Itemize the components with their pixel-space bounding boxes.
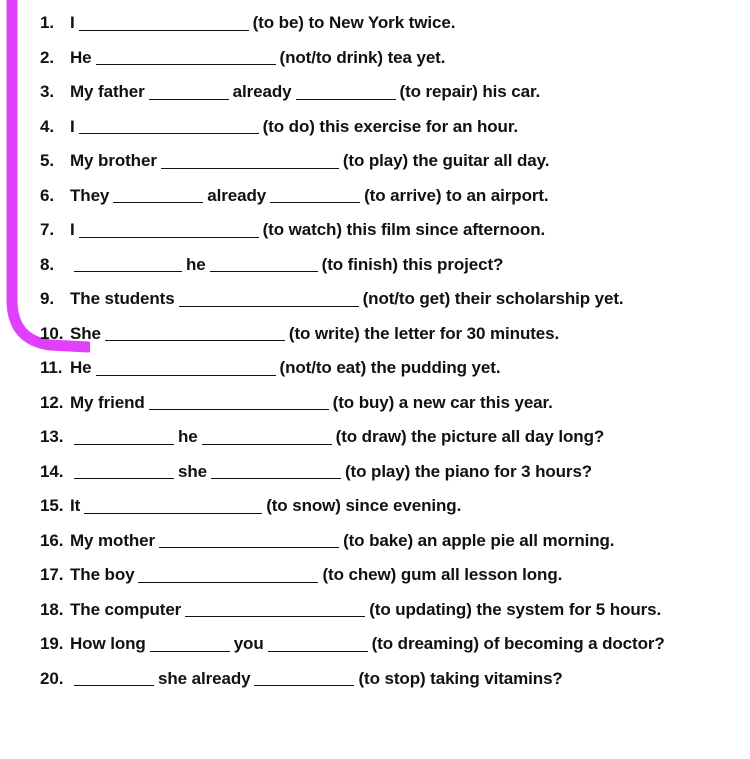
answer-blank[interactable] bbox=[84, 499, 262, 514]
exercise-text: I bbox=[70, 13, 75, 33]
answer-blank[interactable] bbox=[96, 50, 276, 65]
exercise-number: 6. bbox=[40, 185, 54, 205]
exercise-text: My friend bbox=[70, 392, 145, 412]
exercise-number: 10. bbox=[40, 323, 64, 343]
exercise-text: she already bbox=[158, 668, 251, 688]
exercise-item bbox=[40, 248, 740, 283]
exercise-number: 12. bbox=[40, 392, 64, 412]
answer-blank[interactable] bbox=[74, 257, 182, 272]
exercise-item bbox=[40, 282, 740, 317]
answer-blank[interactable] bbox=[113, 188, 203, 203]
answer-blank[interactable] bbox=[254, 671, 354, 686]
exercise-number: 9. bbox=[40, 289, 54, 309]
exercise-text: My mother bbox=[70, 530, 156, 550]
exercise-item bbox=[40, 41, 740, 76]
exercise-item bbox=[40, 386, 740, 421]
answer-blank[interactable] bbox=[149, 395, 329, 410]
exercise-text: he bbox=[178, 427, 198, 447]
exercise-text: already bbox=[207, 185, 267, 205]
exercise-item bbox=[40, 6, 740, 41]
exercise-text: I bbox=[70, 116, 75, 136]
exercise-number: 3. bbox=[40, 82, 54, 102]
exercise-text: (to stop) taking vitamins? bbox=[358, 668, 563, 688]
exercise-item bbox=[40, 420, 740, 455]
answer-blank[interactable] bbox=[270, 188, 360, 203]
exercise-item bbox=[40, 144, 740, 179]
exercise-item bbox=[40, 75, 740, 110]
exercise-number: 5. bbox=[40, 151, 54, 171]
exercise-number: 11. bbox=[40, 358, 63, 378]
exercise-text: The students bbox=[70, 289, 175, 309]
exercise-text: My father bbox=[70, 82, 145, 102]
exercise-item bbox=[40, 179, 740, 214]
exercise-text: My brother bbox=[70, 151, 157, 171]
exercise-text: (to bake) an apple pie all morning. bbox=[343, 530, 615, 550]
exercise-item bbox=[40, 317, 740, 352]
exercise-text: How long bbox=[70, 634, 146, 654]
exercise-text: (not/to get) their scholarship yet. bbox=[362, 289, 624, 309]
answer-blank[interactable] bbox=[202, 430, 332, 445]
exercise-number: 19. bbox=[40, 634, 64, 654]
exercise-number: 15. bbox=[40, 496, 64, 516]
exercise-text: (to play) the guitar all day. bbox=[342, 151, 550, 171]
exercise-text: he bbox=[186, 254, 206, 274]
answer-blank[interactable] bbox=[74, 464, 174, 479]
exercise-text: (to be) to New York twice. bbox=[252, 13, 456, 33]
exercise-text: (to finish) this project? bbox=[321, 254, 504, 274]
exercise-number: 13. bbox=[40, 427, 64, 447]
answer-blank[interactable] bbox=[296, 85, 396, 100]
exercise-item bbox=[40, 627, 740, 662]
answer-blank[interactable] bbox=[150, 637, 230, 652]
answer-blank[interactable] bbox=[268, 637, 368, 652]
answer-blank[interactable] bbox=[105, 326, 285, 341]
exercise-number: 20. bbox=[40, 668, 64, 688]
answer-blank[interactable] bbox=[179, 292, 359, 307]
exercise-text: (to chew) gum all lesson long. bbox=[322, 565, 563, 585]
exercise-number: 14. bbox=[40, 461, 64, 481]
exercise-item bbox=[40, 351, 740, 386]
exercise-text: (to do) this exercise for an hour. bbox=[262, 116, 519, 136]
exercise-number: 2. bbox=[40, 47, 54, 67]
exercise-item bbox=[40, 213, 740, 248]
answer-blank[interactable] bbox=[211, 464, 341, 479]
answer-blank[interactable] bbox=[96, 361, 276, 376]
exercise-number: 7. bbox=[40, 220, 54, 240]
answer-blank[interactable] bbox=[149, 85, 229, 100]
exercise-text: (to buy) a new car this year. bbox=[332, 392, 553, 412]
exercise-number: 4. bbox=[40, 116, 54, 136]
exercise-text: you bbox=[233, 634, 264, 654]
exercise-text: It bbox=[70, 496, 81, 516]
answer-blank[interactable] bbox=[74, 671, 154, 686]
exercise-item bbox=[40, 593, 740, 628]
exercise-text: (to snow) since evening. bbox=[266, 496, 462, 516]
answer-blank[interactable] bbox=[161, 154, 339, 169]
answer-blank[interactable] bbox=[138, 568, 318, 583]
exercise-item bbox=[40, 489, 740, 524]
answer-blank[interactable] bbox=[185, 602, 365, 617]
exercise-text: (to dreaming) of becoming a doctor? bbox=[371, 634, 665, 654]
exercise-text: (to arrive) to an airport. bbox=[364, 185, 549, 205]
exercise-text: He bbox=[70, 47, 92, 67]
exercise-text: The computer bbox=[70, 599, 182, 619]
exercise-item bbox=[40, 524, 740, 559]
exercise-text: (not/to drink) tea yet. bbox=[279, 47, 446, 67]
exercise-number: 8. bbox=[40, 254, 54, 274]
exercise-number: 1. bbox=[40, 13, 54, 33]
exercise-item bbox=[40, 662, 740, 697]
exercise-text: I bbox=[70, 220, 75, 240]
exercise-text: The boy bbox=[70, 565, 135, 585]
answer-blank[interactable] bbox=[79, 223, 259, 238]
exercise-text: She bbox=[70, 323, 101, 343]
exercise-number: 17. bbox=[40, 565, 64, 585]
exercise-list bbox=[40, 6, 740, 696]
exercise-text: They bbox=[70, 185, 110, 205]
exercise-text: (to updating) the system for 5 hours. bbox=[369, 599, 662, 619]
exercise-number: 18. bbox=[40, 599, 64, 619]
answer-blank[interactable] bbox=[74, 430, 174, 445]
answer-blank[interactable] bbox=[79, 119, 259, 134]
answer-blank[interactable] bbox=[210, 257, 318, 272]
answer-blank[interactable] bbox=[79, 16, 249, 31]
exercise-text: already bbox=[232, 82, 292, 102]
exercise-text: she bbox=[178, 461, 207, 481]
exercise-text: (to draw) the picture all day long? bbox=[335, 427, 605, 447]
exercise-number: 16. bbox=[40, 530, 64, 550]
exercise-text: (to play) the piano for 3 hours? bbox=[345, 461, 593, 481]
exercise-text: (to watch) this film since afternoon. bbox=[262, 220, 546, 240]
exercise-text: (to repair) his car. bbox=[399, 82, 541, 102]
exercise-text: He bbox=[70, 358, 92, 378]
exercise-text: (to write) the letter for 30 minutes. bbox=[288, 323, 560, 343]
exercise-text: (not/to eat) the pudding yet. bbox=[279, 358, 501, 378]
exercise-item bbox=[40, 558, 740, 593]
exercise-item bbox=[40, 110, 740, 145]
answer-blank[interactable] bbox=[159, 533, 339, 548]
exercise-item bbox=[40, 455, 740, 490]
